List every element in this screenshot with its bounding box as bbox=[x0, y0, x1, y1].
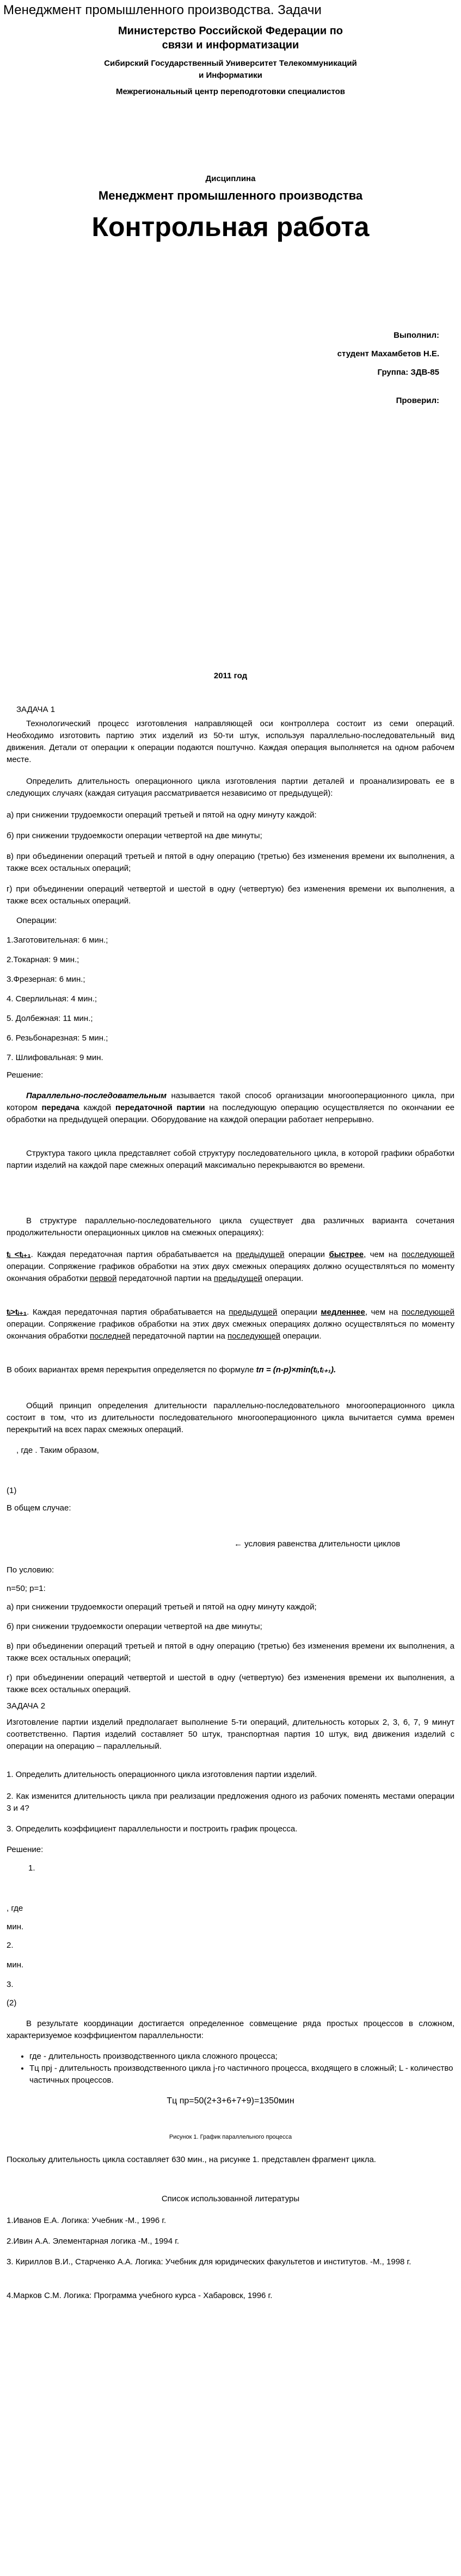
minutes-label: мин. bbox=[7, 1960, 24, 1970]
student-name: студент Махамбетов Н.Е. bbox=[337, 349, 439, 358]
operation-item: 5. Долбежная: 11 мин.; bbox=[7, 1014, 93, 1023]
definition-text: называется такой способ организации многооперационного цикла, при котором bbox=[7, 1091, 454, 1112]
variant-text: предыдущей bbox=[213, 1274, 263, 1283]
variant-text: первой bbox=[90, 1274, 117, 1283]
discipline-name: Менеджмент промышленного производства bbox=[98, 189, 363, 202]
task1-case-b: б) при снижении трудоемкости операции четвертой на две минуты; bbox=[7, 831, 262, 840]
task2-solution-label: Решение: bbox=[7, 1845, 44, 1854]
variant-text: предыдущей bbox=[229, 1308, 278, 1317]
figure-caption: Рисунок 1. График параллельного процесса bbox=[169, 2134, 292, 2140]
task2-paragraph-1: Изготовление партии изделий предполагает выполнение 5-ти операций, длительность которых 2, 3, 6, 7, 9 минут соответственно. Партия изделий составляет 50 штук, транспортная партия 10 штук, вид движения изделий с операции на операцию – параллельный. bbox=[7, 1718, 454, 1751]
variant-2-formula: tᵢ>tᵢ₊₁ bbox=[7, 1308, 27, 1317]
task1-case2-d: г) при объединении операций четвертой и шестой в одну (четвертую) без изменения времени их выполнения, а также всех остальных операций. bbox=[7, 1673, 454, 1694]
definition-text: на последующую операцию осуществляется по окончании ее обработки на предыдущей операции. Оборудование на каждой операции работает непрерывно. bbox=[7, 1103, 455, 1124]
operation-item: 6. Резьбонарезная: 5 мин.; bbox=[7, 1033, 108, 1043]
coefficient-definitions bbox=[20, 2051, 454, 2086]
task1-title: ЗАДАЧА 1 bbox=[16, 705, 56, 714]
task1-case2-a: а) при снижении трудоемкости операций третьей и пятой на одну минуту каждой; bbox=[7, 1602, 317, 1612]
where-label: , где bbox=[7, 1904, 23, 1913]
variant-1-formula: tᵢ <tᵢ₊₁ bbox=[7, 1250, 31, 1259]
definition-item: • где - длительность производственного цикла сложного процесса; bbox=[29, 2051, 454, 2063]
task1-case-a: а) при снижении трудоемкости операций третьей и пятой на одну минуту каждой: bbox=[7, 810, 317, 820]
task2-title: ЗАДАЧА 2 bbox=[7, 1701, 46, 1711]
equation-number-2: (2) bbox=[7, 1998, 17, 2008]
variant-text: . Каждая передаточная партия обрабатывается на bbox=[30, 1250, 236, 1259]
variant-text: операции bbox=[284, 1250, 329, 1259]
overlap-formula: tп = (n-p)×min(tᵢ,tᵢ₊₁). bbox=[256, 1365, 336, 1374]
work-title: Контрольная работа bbox=[91, 212, 370, 242]
year: 2011 год bbox=[213, 671, 248, 680]
where-thus: , где . Таким образом, bbox=[16, 1446, 99, 1455]
by-condition: По условию: bbox=[7, 1565, 54, 1575]
task2-question-3: 3. Определить коэффициент параллельности и построить график процесса. bbox=[7, 1824, 298, 1834]
task1-paragraph-2: Определить длительность операционного цикла изготовления партии деталей и проанализировать ее в следующих случаях (каждая ситуация рассматривается независимо от предыдущей): bbox=[7, 777, 454, 798]
variant-2-slower: медленнее bbox=[321, 1308, 365, 1317]
task2-question-2: 2. Как изменится длительность цикла при реализации предложения одного из рабочих поменять местами операции 3 и 4? bbox=[7, 1792, 454, 1813]
np-values: n=50; p=1: bbox=[7, 1584, 46, 1593]
task1-paragraph-1: Технологический процесс изготовления направляющей оси контроллера состоит из семи операций. Необходимо изготовить партию этих изделий из 50-ти штук, используя параллельно-последовательный вид движения. Детали от операции к операции подаются поштучно. Каждая операция выполняется на одном рабочем месте. bbox=[7, 719, 454, 764]
task1-case2-b: б) при снижении трудоемкости операции четвертой на две минуты; bbox=[7, 1622, 262, 1631]
ministry-line-2: связи и информатизации bbox=[162, 39, 299, 51]
cycle-formula: Тц пр=50(2+3+6+7+9)=1350мин bbox=[167, 2096, 294, 2106]
variant-text: передаточной партии на bbox=[116, 1274, 214, 1283]
university-line-2: и Информатики bbox=[199, 71, 262, 80]
operation-item: 3.Фрезерная: 6 мин.; bbox=[7, 975, 85, 984]
reference-item: 1.Иванов Е.А. Логика: Учебник -М., 1996 г. bbox=[7, 2216, 167, 2225]
coordination-paragraph: В результате координации достигается определенное совмещение ряда простых процессов в сложном, характеризуемое коэффициентом параллельности: bbox=[7, 2019, 454, 2040]
variant-text: операции. bbox=[280, 1332, 322, 1341]
task1-case2-c: в) при объединении операций третьей и пятой в одну операцию (третью) без изменения времени их выполнения, а также всех остальных операций; bbox=[7, 1642, 454, 1663]
operation-item: 2.Токарная: 9 мин.; bbox=[7, 955, 79, 964]
university-line-1: Сибирский Государственный Университет Телекоммуникаций bbox=[104, 59, 357, 68]
page-heading: Менеджмент промышленного производства. Задачи bbox=[3, 3, 322, 17]
general-case: В общем случае: bbox=[7, 1503, 71, 1513]
variant-1-faster: быстрее bbox=[329, 1250, 364, 1259]
variant-text: , чем на bbox=[365, 1308, 402, 1317]
definition-text: каждой bbox=[79, 1103, 115, 1112]
equation-number-1: (1) bbox=[7, 1486, 17, 1495]
overlap-text: В обоих вариантах время перекрытия определяется по формуле bbox=[7, 1365, 256, 1374]
reference-item: 2.Ивин А.А. Элементарная логика -М., 1994 г. bbox=[7, 2237, 180, 2246]
definition-paragraph bbox=[7, 1090, 454, 1126]
task2-item-2: 2. bbox=[7, 1941, 14, 1950]
discipline-label: Дисциплина bbox=[205, 174, 256, 183]
training-center: Межрегиональный центр переподготовки специалистов bbox=[116, 87, 345, 96]
variant-1-paragraph bbox=[7, 1249, 454, 1285]
definition-transfer: передача bbox=[41, 1103, 79, 1112]
done-label: Выполнил: bbox=[394, 331, 439, 340]
task2-item-1: 1. bbox=[28, 1863, 35, 1873]
operations-label: Операции: bbox=[16, 916, 57, 925]
definition-item: • Тц прj - длительность производственного цикла j-го частичного процесса, входящего в сложный; L - количество частичных процессов. bbox=[29, 2063, 454, 2086]
definition-batch: передаточной партии bbox=[115, 1103, 205, 1112]
operation-item: 1.Заготовительная: 6 мин.; bbox=[7, 936, 108, 945]
variant-text: последующей bbox=[401, 1308, 455, 1317]
variant-text: . Каждая передаточная партия обрабатывается на bbox=[27, 1308, 229, 1317]
solution-label: Решение: bbox=[7, 1070, 44, 1080]
variant-text: операции. bbox=[262, 1274, 304, 1283]
variant-text: операции bbox=[277, 1308, 321, 1317]
variant-text: операции. Сопряжение графиков обработки на этих двух смежных операциях должно осуществляться по моменту окончания обработки bbox=[7, 1320, 454, 1341]
task2-question-1: 1. Определить длительность операционного цикла изготовления партии изделий. bbox=[7, 1770, 317, 1779]
variant-text: передаточной партии на bbox=[130, 1332, 228, 1341]
minutes-label: мин. bbox=[7, 1922, 24, 1931]
variant-text: последующей bbox=[228, 1332, 281, 1341]
checked-label: Проверил: bbox=[396, 396, 439, 405]
principle-paragraph: Общий принцип определения длительности параллельно-последовательного многооперационного цикла состоит в том, что из длительности последовательного многооперационного цикла вычитается сумма времен перекрытий на всех парах смежных операций. bbox=[7, 1401, 454, 1434]
overlap-paragraph bbox=[7, 1364, 454, 1376]
variant-text: , чем на bbox=[364, 1250, 402, 1259]
definition-term: Параллельно-последовательным bbox=[26, 1091, 167, 1100]
variant-text: операции. Сопряжение графиков обработки на этих двух смежных операциях должно осуществляться по моменту окончания обработки bbox=[7, 1262, 454, 1283]
task2-item-3: 3. bbox=[7, 1980, 14, 1989]
task1-case-c: в) при объединении операций третьей и пятой в одну операцию (третью) без изменения времени их выполнения, а также всех остальных операций; bbox=[7, 852, 454, 873]
reference-item: 3. Кириллов В.И., Старченко А.А. Логика: Учебник для юридических факультетов и институтов. -М., 1998 г. bbox=[7, 2257, 411, 2267]
task1-case-d: г) при объединении операций четвертой и шестой в одну (четвертую) без изменения времени их выполнения, а также всех остальных операций. bbox=[7, 884, 454, 906]
variant-text: предыдущей bbox=[236, 1250, 285, 1259]
structure-paragraph: Структура такого цикла представляет собой структуру последовательного цикла, в которой графики обработки партии изделий на каждой паре смежных операций максимально перекрываются во времени. bbox=[7, 1149, 454, 1170]
variants-paragraph: В структуре параллельно-последовательного цикла существует два различных варианта сочетания продолжительности операционных циклов на смежных операциях): bbox=[7, 1216, 454, 1237]
operation-item: 4. Сверлильная: 4 мин.; bbox=[7, 994, 97, 1004]
operation-item: 7. Шлифовальная: 9 мин. bbox=[7, 1053, 103, 1062]
ministry-line-1: Министерство Российской Федерации по bbox=[118, 25, 343, 37]
reference-item: 4.Марков С.М. Логика: Программа учебного курса - Хабаровск, 1996 г. bbox=[7, 2291, 273, 2300]
cycle-paragraph: Поскольку длительность цикла составляет 630 мин., на рисунке 1. представлен фрагмент цикла. bbox=[7, 2155, 376, 2164]
variant-text: последней bbox=[90, 1332, 131, 1341]
references-title: Список использованной литературы bbox=[161, 2194, 300, 2203]
variant-2-paragraph bbox=[7, 1306, 454, 1342]
equality-condition: ← условия равенства длительности циклов bbox=[234, 1539, 401, 1549]
student-group: Группа: ЗДВ-85 bbox=[377, 368, 439, 377]
variant-text: последующей bbox=[401, 1250, 455, 1259]
